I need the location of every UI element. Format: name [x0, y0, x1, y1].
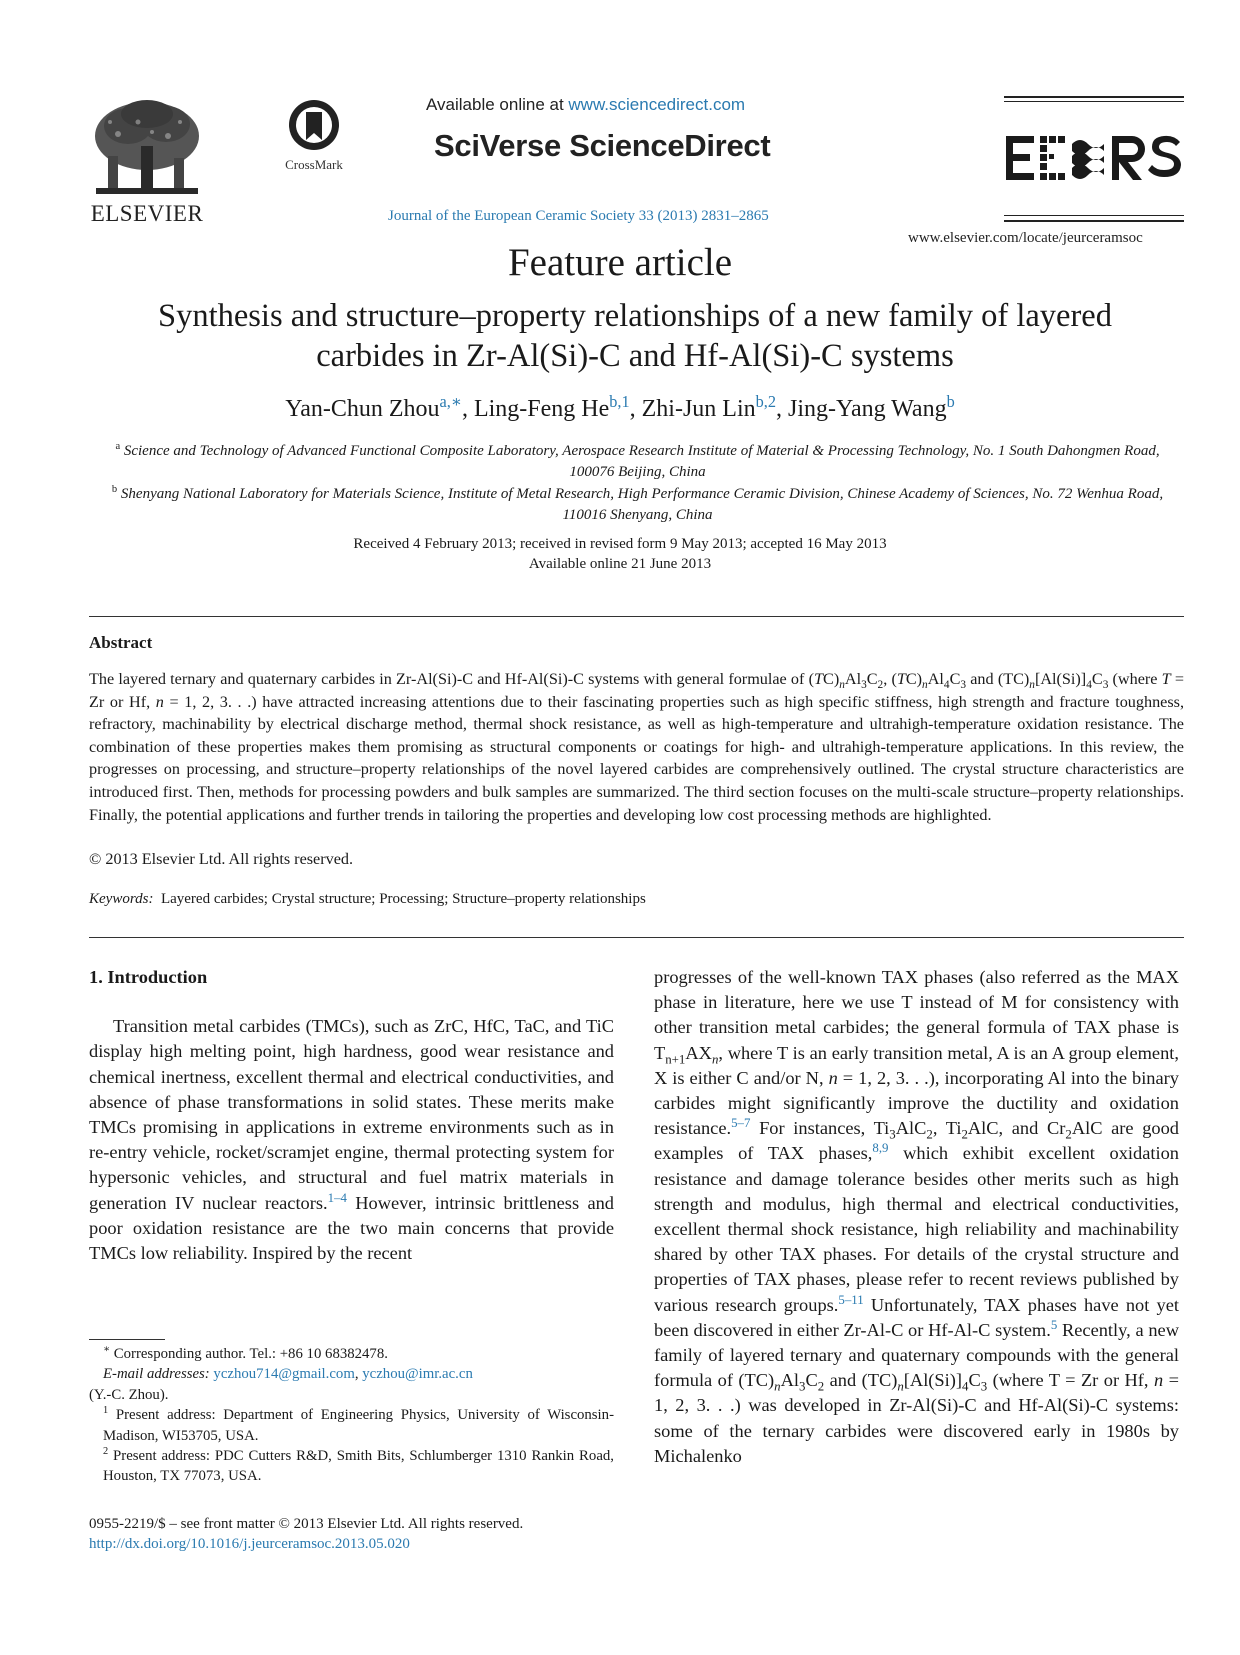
sciencedirect-link[interactable]: www.sciencedirect.com: [568, 95, 746, 114]
keywords: [89, 891, 646, 908]
elsevier-tree-icon: [88, 96, 206, 200]
formula-part: (: [891, 670, 897, 688]
formula-part: 2: [877, 679, 884, 692]
body-paragraph: [89, 1014, 614, 1266]
ecers-rule: [1004, 220, 1184, 222]
formula-part: 3: [1102, 679, 1109, 692]
abstract-text: The layered ternary and quaternary carbides in Zr-Al(Si)-C and Hf-Al(Si)-C systems with general formulae of: [89, 670, 809, 688]
citation-link[interactable]: 1–4: [327, 1190, 347, 1205]
ecers-logo-box: [1004, 96, 1184, 222]
formula-part: n: [1029, 679, 1035, 692]
formula-part: = Zr or Hf,: [89, 670, 1185, 711]
body-text: , Ti: [932, 1118, 962, 1139]
ecers-rule: [1004, 96, 1184, 98]
journal-url[interactable]: www.elsevier.com/locate/jeurceramsoc: [908, 230, 1143, 246]
footnote-text: Corresponding author. Tel.: +86 10 68382478.: [110, 1346, 388, 1362]
email-link[interactable]: yczhou714@gmail.com: [213, 1366, 355, 1383]
formula-part: 4: [1086, 679, 1092, 692]
body-text: , where T is an early transition metal, A is an A group element, X is either C and/or N,: [654, 1042, 1179, 1088]
formula-part: C: [968, 1370, 981, 1391]
footnote-email-owner: (Y.-C. Zhou).: [89, 1386, 169, 1403]
affiliation: [100, 484, 1175, 526]
citation-link[interactable]: 5–11: [838, 1292, 864, 1307]
article-title: [90, 296, 1180, 376]
front-matter-text: 0955-2219/$ – see front matter © 2013 Elsevier Ltd. All rights reserved.: [89, 1516, 524, 1532]
elsevier-wordmark: ELSEVIER: [90, 201, 204, 226]
affiliation: [100, 441, 1175, 483]
formula-part: ,: [883, 670, 892, 688]
body-text: progresses of the well-known TAX phases (also referred as the MAX phase in literature, here we use T instead of M for consistency with other transition metal carbides; the general formula of TAX phase is T: [654, 967, 1179, 1063]
author-marks[interactable]: b,1: [609, 392, 630, 411]
footnote-text: Present address: Department of Engineering Physics, University of Wisconsin-Madison, WI53705, USA.: [103, 1407, 614, 1444]
formula-part: n+1: [665, 1052, 686, 1067]
author-marks[interactable]: b,2: [755, 392, 777, 411]
footnote-mark: 2: [103, 1446, 109, 1458]
citation-link[interactable]: 5: [1050, 1317, 1058, 1332]
body-text: = 1, 2, 3. . .), incorporating Al into the binary carbides might significantly improve the ductility and oxidation resistance.: [654, 1067, 1179, 1139]
footnote-text: Present address: PDC Cutters R&D, Smith Bits, Schlumberger 1310 Rankin Road, Houston, TX 77073, USA.: [103, 1448, 614, 1485]
footnotes: [89, 1344, 614, 1487]
formula-part: C: [949, 670, 961, 688]
citation-link[interactable]: 5–7: [731, 1116, 751, 1131]
formula-part: and: [966, 670, 994, 688]
footnote-2: [89, 1446, 614, 1487]
author-name[interactable]: Zhi-Jun Lin: [641, 396, 756, 422]
formula-part: AX: [685, 1042, 712, 1063]
formula-part: n: [897, 1379, 904, 1394]
journal-reference[interactable]: Journal of the European Ceramic Society 33 (2013) 2831–2865: [388, 208, 769, 224]
body-text: For instances, Ti: [750, 1118, 890, 1139]
formula-part: n: [922, 679, 928, 692]
ecers-logo-icon: [1004, 130, 1184, 186]
divider: [89, 616, 1184, 617]
formula-part: = 1, 2, 3. . .): [163, 692, 257, 711]
formula-part: 2: [961, 1127, 968, 1142]
email-separator: ,: [354, 1366, 363, 1383]
abstract-body: [89, 668, 1184, 826]
abstract-heading: Abstract: [89, 633, 153, 652]
footnote-corresponding: [89, 1344, 614, 1364]
formula-part: Al: [927, 670, 944, 688]
formula-part: (: [808, 670, 814, 688]
author-list: Yan-Chun Zhou$^{a,∗}$, Ling-Feng He$^{b,1}$, Zhi-Jun Lin$^{b,2}$, Jing-Yang Wang$^b$: [285, 392, 955, 422]
formula-part: 3: [980, 1379, 988, 1394]
body-paragraph: [654, 965, 1179, 1469]
doi-link[interactable]: http://dx.doi.org/10.1016/j.jeurceramsoc.2013.05.020: [89, 1536, 410, 1552]
affiliation-mark: a: [115, 441, 121, 452]
formula-part: n: [155, 692, 164, 711]
formula-part: Al: [780, 1370, 800, 1391]
keywords-list: Layered carbides; Crystal structure; Processing; Structure–property relationships: [160, 891, 646, 907]
formula-part: C: [866, 670, 878, 688]
formula-part: [Al(Si)]: [903, 1370, 963, 1391]
formula-part: 2: [1065, 1127, 1072, 1142]
body-text: which exhibit excellent oxidation resistance and damage tolerance besides other merits such as high strength and modulus, high thermal and electrical conductivities, excellent thermal shock resistance, high reliability and machinability shared by other TAX phases. For details of the crystal structure and properties of TAX phases, please refer to recent reviews published by various research groups.: [654, 1143, 1180, 1315]
right-column: [654, 965, 1179, 1469]
body-text: Recently, a new family of layered ternary and quaternary compounds with the general formula of (TC): [654, 1319, 1179, 1391]
ecers-rule: [1004, 101, 1184, 102]
citation-link[interactable]: 8,9: [872, 1141, 889, 1156]
body-text: Unfortunately, TAX phases have not yet been discovered in either Zr-Al-C or Hf-Al-C system.: [654, 1294, 1179, 1340]
formula-part: 3: [861, 679, 867, 692]
crossmark-label: CrossMark: [285, 157, 343, 172]
available-online-date: Available online 21 June 2013: [528, 556, 712, 572]
affiliation-text: Science and Technology of Advanced Functional Composite Laboratory, Aerospace Research Institute of Material & Processing Technology, No. 1 South Dahongmen Road, 100076 Beijing, China: [123, 443, 1160, 480]
affiliation-text: Shenyang National Laboratory for Materials Science, Institute of Metal Research, High Performance Ceramic Division, Chinese Academy of Sciences, No. 72 Wenhua Road, 110016 Shenyang, China: [120, 486, 1164, 523]
received-dates: Received 4 February 2013; received in revised form 9 May 2013; accepted 16 May 2013: [353, 536, 887, 552]
body-text: However, intrinsic brittleness and poor oxidation resistance are the two main concerns that provide TMCs low reliability. Inspired by the recent: [89, 1192, 614, 1264]
section-heading: 1. Introduction: [89, 967, 208, 987]
crossmark-logo[interactable]: [279, 98, 349, 170]
formula-part: 4: [962, 1379, 969, 1394]
footnote-mark: ∗: [103, 1344, 111, 1356]
formula-part: (TC): [997, 670, 1030, 688]
formula-part: 4: [943, 679, 950, 692]
formula-part: n: [711, 1052, 719, 1067]
formula-part: n: [839, 679, 845, 692]
left-column: [89, 965, 614, 1266]
body-text: (where T = Zr or Hf,: [987, 1370, 1154, 1391]
author-name[interactable]: Jing-Yang Wang: [788, 396, 947, 422]
elsevier-logo: [88, 96, 206, 224]
available-online: [426, 95, 745, 115]
formula-part: Al: [844, 670, 862, 688]
divider: [89, 937, 1184, 938]
abstract-copyright: © 2013 Elsevier Ltd. All rights reserved.: [89, 850, 354, 868]
formula-part: 3: [889, 1127, 896, 1142]
formula-part: (where: [1108, 670, 1162, 688]
title-line: Synthesis and structure–property relationships of a new family of layered: [158, 298, 1112, 334]
front-matter: [89, 1514, 523, 1554]
formula-part: T: [1161, 670, 1171, 688]
formula-part: T: [896, 670, 906, 688]
footnote-divider: [89, 1339, 165, 1340]
body-text: AlC, and Cr: [967, 1118, 1066, 1139]
crossmark-icon: [287, 98, 341, 152]
formula-part: n: [1153, 1370, 1164, 1391]
formula-part: 2: [926, 1127, 933, 1142]
title-line: carbides in Zr-Al(Si)-C and Hf-Al(Si)-C systems: [316, 338, 954, 374]
author-name[interactable]: Ling-Feng He: [473, 396, 610, 422]
formula-part: 2: [817, 1379, 825, 1394]
keywords-label: Keywords:: [89, 891, 154, 907]
author-marks[interactable]: a,∗: [439, 392, 462, 411]
formula-part: C): [905, 670, 923, 688]
formula-part: n: [828, 1067, 838, 1088]
formula-part: T: [814, 670, 824, 688]
formula-part: n: [774, 1379, 781, 1394]
ecers-rule: [1004, 215, 1184, 216]
affiliation-mark: b: [111, 484, 118, 495]
body-text: = 1, 2, 3. . .) was developed in Zr-Al(Si)-C and Hf-Al(Si)-C systems: some of the ternary carbides were discovered early in 1980s by Michalenko: [654, 1370, 1179, 1466]
formula-part: C): [823, 670, 840, 688]
article-type: Feature article: [507, 241, 733, 284]
formula-part: 3: [799, 1379, 806, 1394]
article-dates: [0, 534, 1240, 574]
platform-name: SciVerse ScienceDirect: [434, 128, 771, 163]
formula-part: AlC: [895, 1118, 927, 1139]
footnote-mark: 1: [103, 1405, 109, 1417]
email-label: E-mail addresses:: [103, 1366, 210, 1383]
email-link[interactable]: yczhou@imr.ac.cn: [362, 1366, 473, 1383]
body-text: and (TC): [824, 1370, 898, 1391]
footnote-emails: [89, 1364, 614, 1384]
formula-part: C: [1091, 670, 1103, 688]
body-text: Transition metal carbides (TMCs), such as ZrC, HfC, TaC, and TiC display high melting point, high hardness, good wear resistance and chemical inertness, excellent thermal and electrical conductivities, and absence of phase transformations in solid states. These merits make TMCs promising in applications in extreme environments such as in re-entry vehicle, rocket/scramjet engine, thermal protecting system for hypersonic vehicles, and structural and fuel matrix materials in generation IV nuclear reactors.: [89, 1016, 614, 1213]
footnote-1: [89, 1405, 614, 1446]
formula-part: C: [805, 1370, 818, 1391]
formula-part: [Al(Si)]: [1034, 670, 1087, 688]
author-name[interactable]: Yan-Chun Zhou: [285, 396, 440, 422]
formula-part: 3: [960, 679, 967, 692]
available-prefix: Available online at: [426, 95, 569, 114]
author-marks[interactable]: b: [946, 392, 955, 411]
abstract-text: have attracted increasing attentions due to their fascinating properties such as high specific stiffness, high strength and fracture toughness, refractory, machinability by electrical discharge method, thermal shock resistance, as well as high-temperature and ultrahigh-temperature oxidation resistance. The combination of these properties makes them promising as structural components or coatings for high- and ultrahigh-temperature applications. In this review, the progresses on processing, and structure–property relationships of the novel layered carbides are comprehensively outlined. The crystal structure characteristics are introduced first. Then, methods for processing powders and bulk samples are summarized. The third section focuses on the multi-scale structure–property relationships. Finally, the potential applications and further trends in tailoring the properties and developing low cost processing methods are highlighted.: [89, 692, 1184, 824]
body-text: AlC are good examples of TAX phases,: [654, 1118, 1179, 1164]
